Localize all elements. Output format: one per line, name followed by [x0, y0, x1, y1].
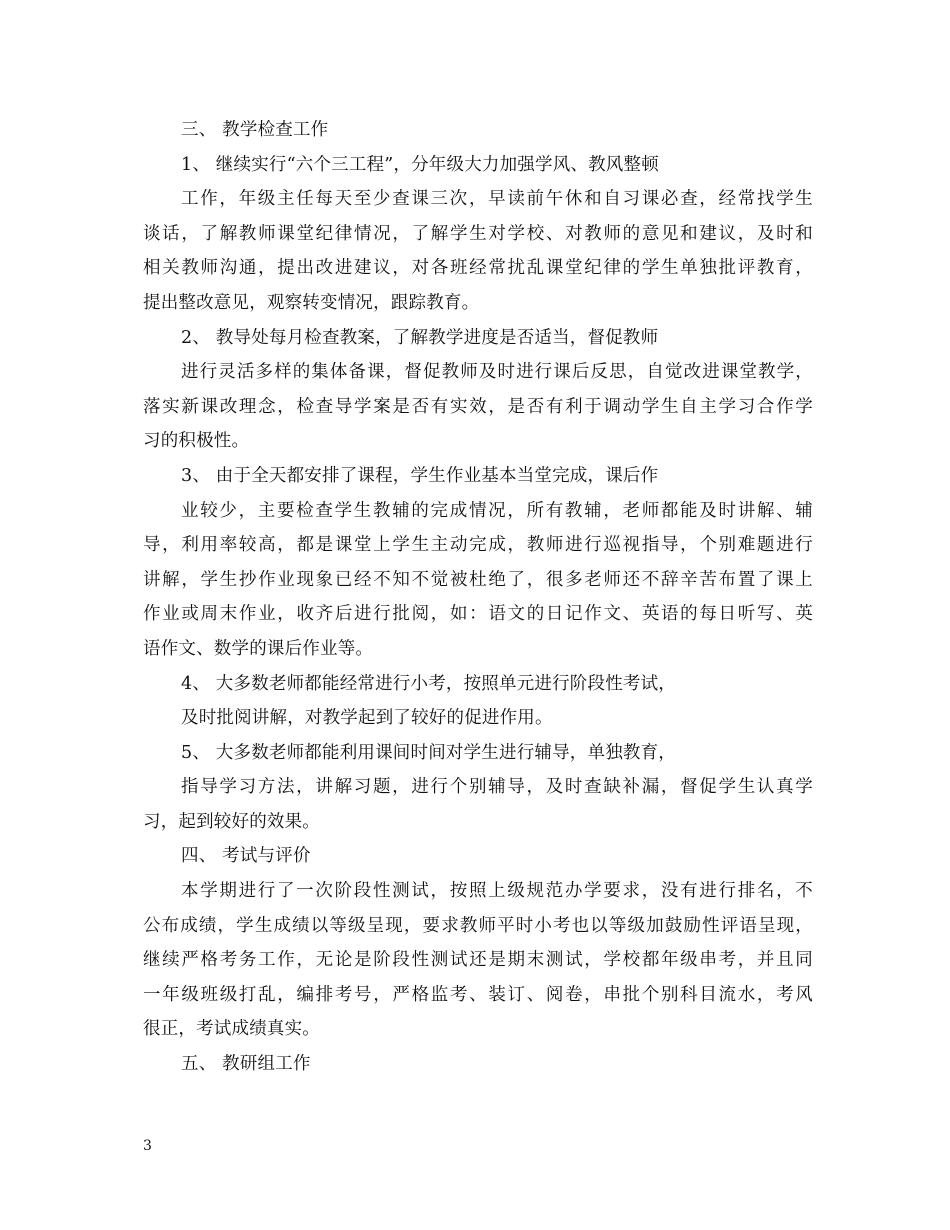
text-line: 业较少，主要检查学生教辅的完成情况，所有教辅，老师都能及时讲解、辅: [181, 500, 813, 521]
text-line: 1、 继续实行“六个三工程”，分年级大力加强学风、教风整顿: [181, 154, 659, 175]
text-line: 很正，考试成绩真实。: [143, 1019, 320, 1040]
text-line: 继续严格考务工作，无论是阶段性测试还是期末测试，学校都年级串考，并且同: [143, 950, 813, 971]
text-line: 2、 教导处每月检查教案，了解教学进度是否适当，督促教师: [181, 327, 659, 348]
text-line: 公布成绩，学生成绩以等级呈现，要求教师平时小考也以等级加鼓励性评语呈现，: [143, 915, 813, 936]
document-body: [143, 113, 813, 1082]
text-line: 工作，年级主任每天至少查课三次，早读前午休和自习课必查，经常找学生: [181, 189, 813, 210]
text-line: 进行灵活多样的集体备课，督促教师及时进行课后反思，自觉改进课堂教学，: [181, 362, 813, 383]
text-line: 三、 教学检查工作: [181, 120, 329, 140]
text-line: 语作文、数学的课后作业等。: [143, 638, 374, 659]
text-line: 相关教师沟通，提出改进建议，对各班经常扰乱课堂纪律的学生单独批评教育，: [143, 258, 813, 279]
text-line: 4、 大多数老师都能经常进行小考，按照单元进行阶段性考试，: [181, 673, 676, 694]
text-line: 及时批阅讲解，对教学起到了较好的促进作用。: [181, 708, 553, 729]
text-line: 一年级班级打乱，编排考号，严格监考、装订、阅卷，串批个别科目流水，考风: [143, 984, 813, 1005]
text-line: 习的积极性。: [143, 431, 250, 452]
text-line: 指导学习方法，讲解习题，进行个别辅导，及时查缺补漏，督促学生认真学: [181, 777, 813, 798]
text-line: 落实新课改理念，检查导学案是否有实效，是否有利于调动学生自主学习合作学: [143, 396, 813, 417]
text-line: 本学期进行了一次阶段性测试，按照上级规范办学要求，没有进行排名，不: [181, 881, 813, 902]
text-line: 作业或周末作业，收齐后进行批阅，如：语文的日记作文、英语的每日听写、英: [143, 604, 813, 625]
text-line: 5、 大多数老师都能利用课间时间对学生进行辅导，单独教育，: [181, 742, 676, 763]
text-line: 讲解，学生抄作业现象已经不知不觉被杜绝了，很多老师还不辞辛苦布置了课上: [143, 569, 813, 590]
text-line: 提出整改意见，观察转变情况，跟踪教育。: [143, 292, 480, 313]
text-line: 3、 由于全天都安排了课程，学生作业基本当堂完成，课后作: [181, 465, 659, 486]
text-line: 习，起到较好的效果。: [143, 811, 320, 832]
text-line: 四、 考试与评价: [181, 846, 311, 867]
text-line: 谈话，了解教师课堂纪律情况，了解学生对学校、对教师的意见和建议，及时和: [143, 223, 813, 244]
page-number: 3: [143, 1138, 152, 1154]
text-line: 导，利用率较高，都是课堂上学生主动完成，教师进行巡视指导，个别难题进行: [143, 535, 813, 556]
text-line: 五、 教研组工作: [181, 1054, 311, 1075]
